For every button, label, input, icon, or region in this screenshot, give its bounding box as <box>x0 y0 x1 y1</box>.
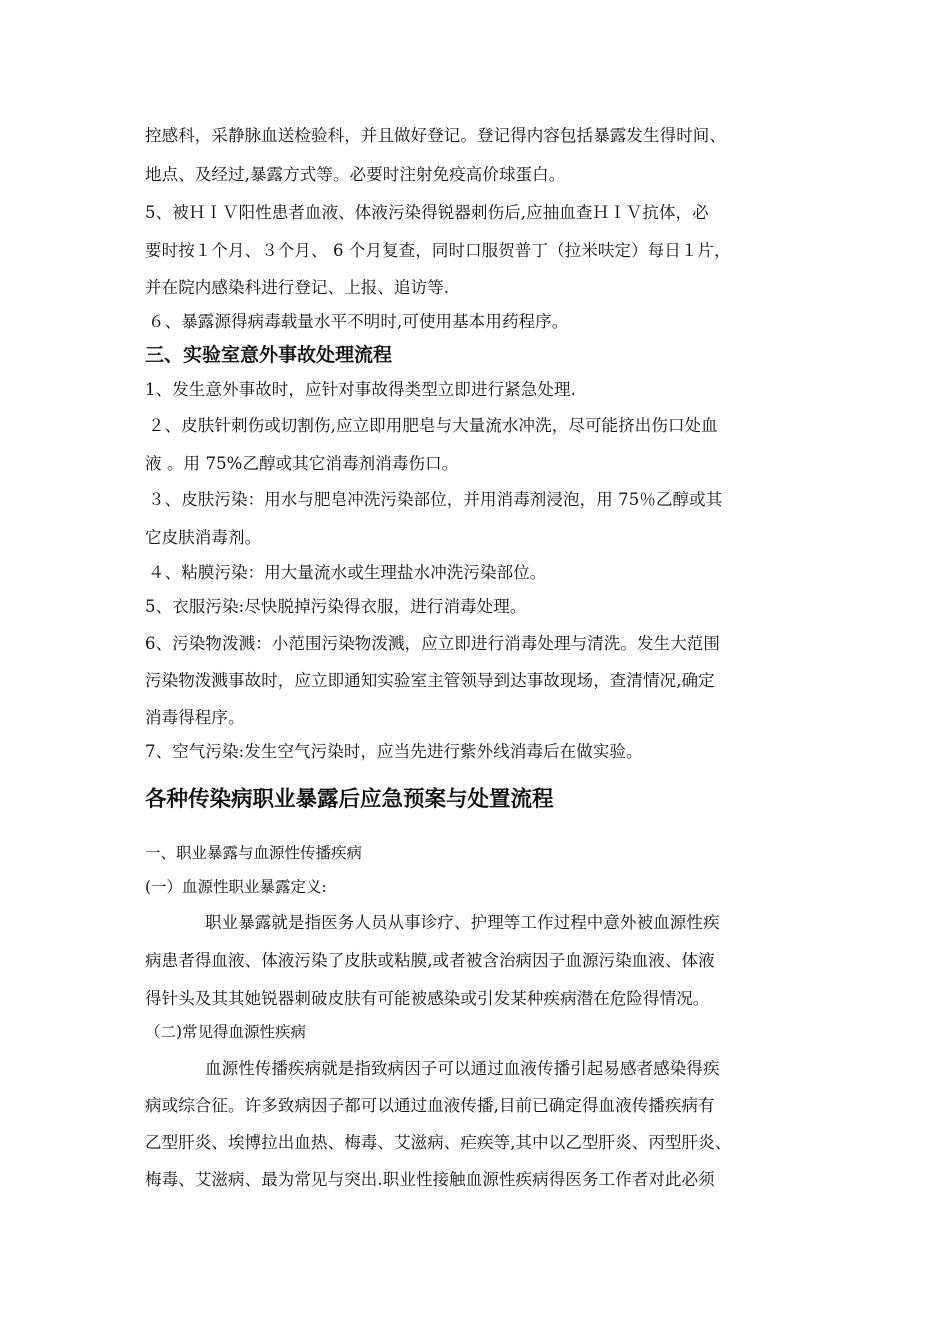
text-line: 5、被ＨＩＶ阳性患者血液、体液污染得锐器刺伤后,应抽血查ＨＩＶ抗体，必 <box>145 203 709 222</box>
text-line: 要时按１个月、３个月、 6 个月复查，同时口服贺普丁（拉米呋定）每日１片， <box>145 241 731 260</box>
text-line: 6、污染物泼溅：小范围污染物泼溅，应立即进行消毒处理与清洗。发生大范围 <box>145 634 720 653</box>
text-line: ２、皮肤针刺伤或切割伤,应立即用肥皂与大量流水冲洗，尽可能挤出伤口处血 <box>148 416 718 435</box>
text-line: 地点、及经过,暴露方式等。必要时注射免疫高价球蛋白。 <box>145 165 566 184</box>
part-heading: 一、职业暴露与血源性传播疾病 <box>145 844 363 862</box>
page-title: 各种传染病职业暴露后应急预案与处置流程 <box>145 787 554 812</box>
text-line: 职业暴露就是指医务人员从事诊疗、护理等工作过程中意外被血源性疾 <box>205 913 720 932</box>
text-line: 得针头及其其她锐器刺破皮肤有可能被感染或引发某种疾病潜在危险得情况。 <box>145 989 710 1008</box>
text-line: 5、衣服污染:尽快脱掉污染得衣服，进行消毒处理。 <box>145 597 527 616</box>
text-line: ４、粘膜污染：用大量流水或生理盐水冲洗污染部位。 <box>148 563 547 582</box>
text-line: 污染物泼溅事故时，应立即通知实验室主管领导到达事故现场，查清情况,确定 <box>145 671 715 690</box>
text-line: 1、发生意外事故时，应针对事故得类型立即进行紧急处理. <box>145 380 576 399</box>
text-line: ３、皮肤污染：用水与肥皂冲洗污染部位，并用消毒剂浸泡，用 75％乙醇或其 <box>148 490 723 509</box>
text-line: ６、暴露源得病毒载量水平不明时,可使用基本用药程序。 <box>148 312 569 331</box>
text-line: 液 。用 75%乙醇或其它消毒剂消毒伤口。 <box>145 454 459 473</box>
text-line: 控感科，采静脉血送检验科，并且做好登记。登记得内容包括暴露发生得时间、 <box>145 126 726 145</box>
text-line: 病或综合征。许多致病因子都可以通过血液传播,目前已确定得血液传播疾病有 <box>145 1096 715 1115</box>
section-heading: 三、实验室意外事故处理流程 <box>145 344 393 366</box>
text-line: 乙型肝炎、埃博拉出血热、梅毒、艾滋病、疟疾等,其中以乙型肝炎、丙型肝炎、 <box>145 1133 732 1152</box>
text-line: 消毒得程序。 <box>145 708 245 727</box>
text-line: 病患者得血液、体液污染了皮肤或粘膜,或者被含治病因子血源污染血液、体液 <box>145 951 715 970</box>
text-line: 并在院内感染科进行登记、上报、追访等. <box>145 278 450 297</box>
text-line: 血源性传播疾病就是指致病因子可以通过血液传播引起易感者感染得疾 <box>205 1059 720 1078</box>
text-line: 它皮肤消毒剂。 <box>145 528 262 547</box>
text-line: 梅毒、艾滋病、最为常见与突出.职业性接触血源性疾病得医务工作者对此必须 <box>145 1170 715 1189</box>
subsection-heading: （二)常见得血源性疾病 <box>145 1023 307 1041</box>
text-line: 7、空气污染:发生空气污染时，应当先进行紫外线消毒后在做实验。 <box>145 742 643 761</box>
subsection-heading: (一）血源性职业暴露定义: <box>145 878 327 896</box>
